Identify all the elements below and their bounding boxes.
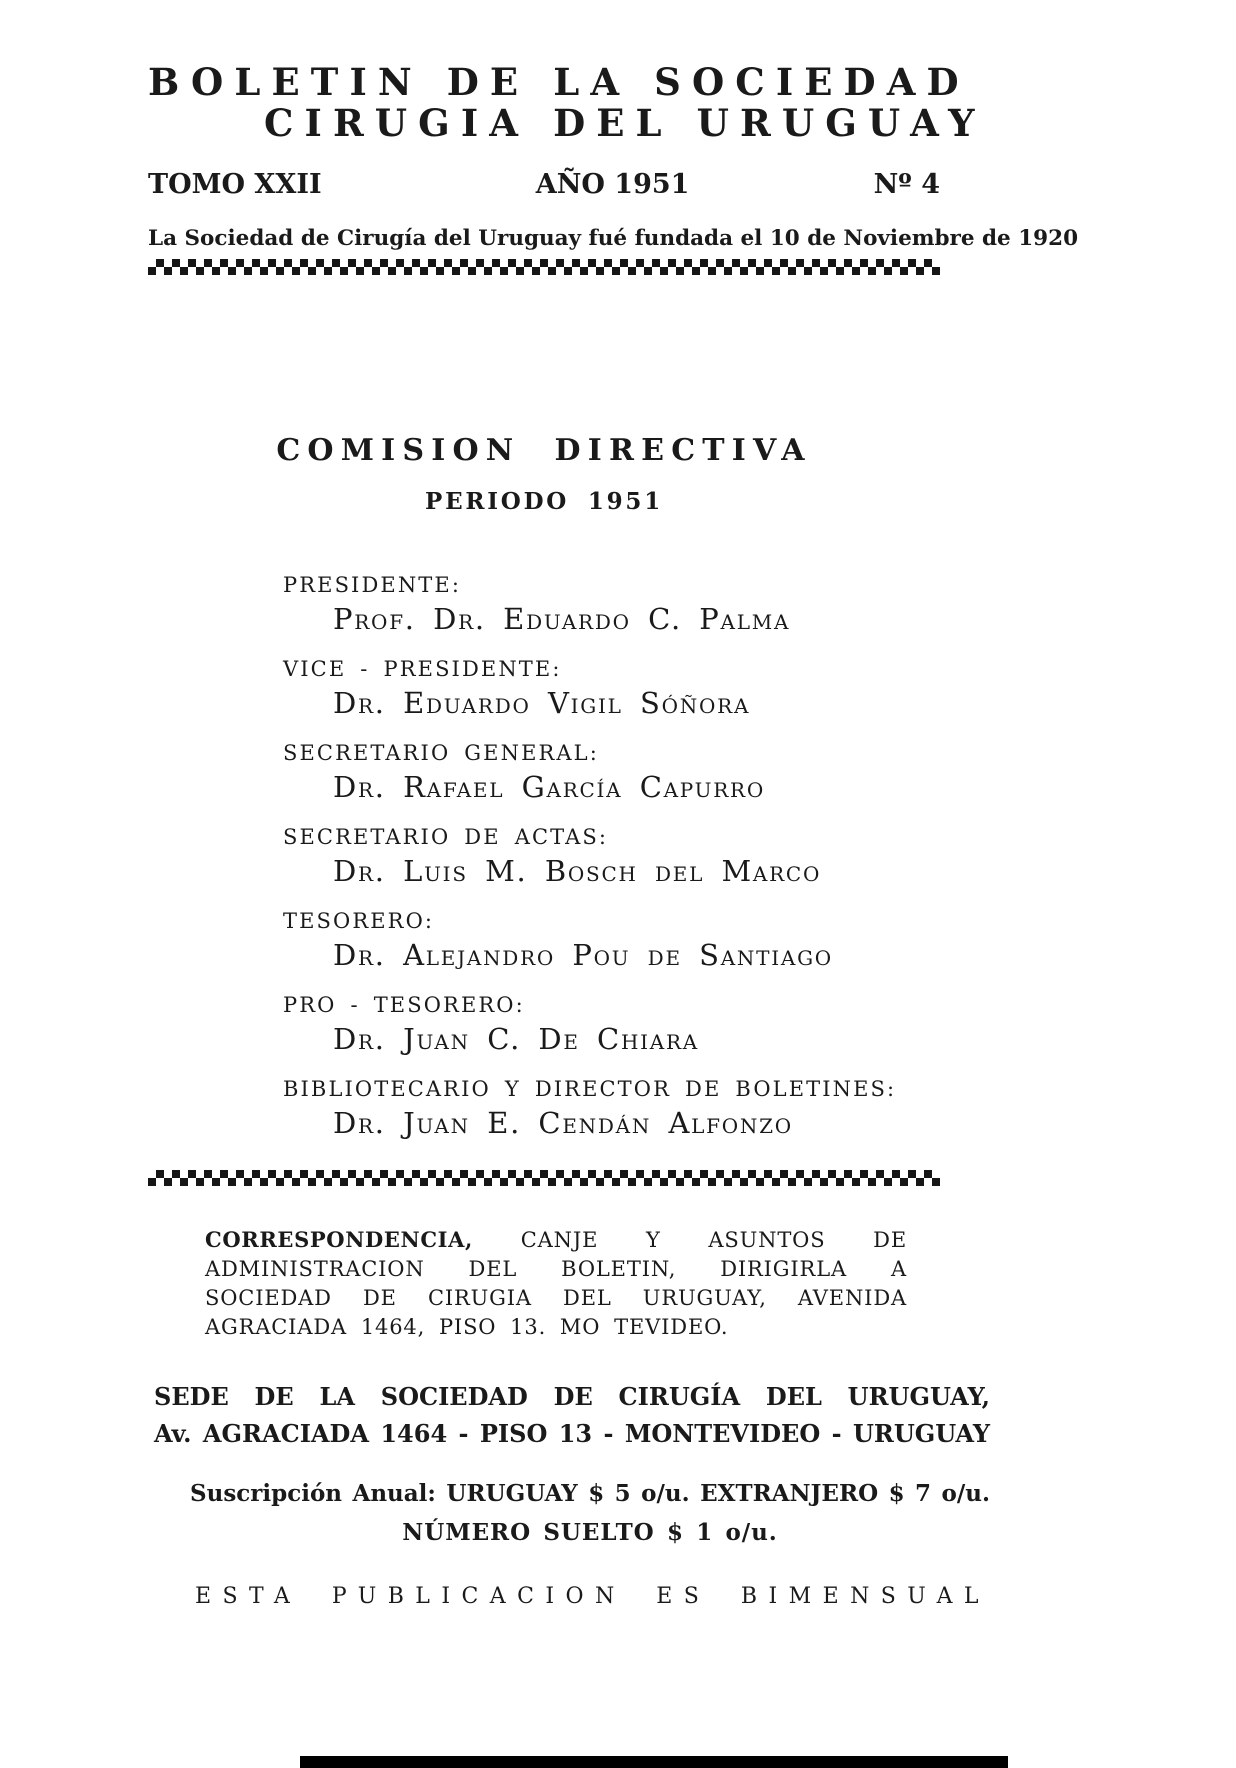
subscription-lead: Suscripción Anual: (190, 1480, 436, 1508)
officer-bibliotecario (283, 1077, 940, 1140)
officer-vice-president (283, 657, 940, 720)
issue-number-label: Nº 4 (873, 168, 940, 200)
subscription-info (190, 1480, 990, 1546)
officer-name: Dr. Luis M. Bosch del Marco (333, 853, 822, 888)
officer-pro-tesorero (283, 993, 940, 1056)
sede-line2: Av. AGRACIADA 1464 - PISO 13 - MONTEVIDEO - URUGUAY (154, 1418, 990, 1448)
checkered-divider-top (148, 259, 940, 275)
officer-name: Dr. Rafael García Capurro (333, 769, 765, 804)
year-label: AÑO 1951 (535, 168, 690, 200)
officer-role: SECRETARIO GENERAL: (283, 740, 599, 765)
founding-note: La Sociedad de Cirugía del Uruguay fué fundada el 10 de Noviembre de 1920 (148, 225, 1079, 251)
checkered-divider-bottom (148, 1170, 940, 1186)
administrative-footer (148, 1170, 990, 1610)
officer-name: Dr. Alejandro Pou de Santiago (333, 937, 833, 972)
sede-line1: SEDE DE LA SOCIEDAD DE CIRUGÍA DEL URUGUAY, (154, 1381, 990, 1411)
officer-name: Dr. Juan C. De Chiara (333, 1021, 699, 1056)
subscription-line1 (190, 1480, 990, 1507)
tomo-label: TOMO XXII (148, 168, 322, 200)
sede-address (154, 1378, 990, 1452)
frequency-note: ESTA PUBLICACION ES BIMENSUAL (195, 1584, 990, 1610)
comision-directiva-section (148, 433, 940, 1140)
correspondence-rest: CANJE Y ASUNTOS DE ADMINISTRACION DEL BOLETIN, DIRIGIRLA A SOCIEDAD DE CIRUGIA DEL URUGUAY, AVENIDA AGRACIADA 1464, PISO 13. MO TEVIDEO. (205, 1227, 907, 1339)
officer-secretario-actas (283, 825, 940, 888)
journal-title-line1: BOLETIN DE LA SOCIEDAD (148, 60, 970, 104)
page-content (148, 60, 1079, 1610)
scan-artifact-bar (300, 1756, 1008, 1768)
officer-role: BIBLIOTECARIO Y DIRECTOR DE BOLETINES: (283, 1076, 897, 1101)
officer-role: PRO - TESORERO: (283, 992, 525, 1017)
officer-tesorero (283, 909, 940, 972)
issue-info-row (148, 169, 940, 200)
officer-role: SECRETARIO DE ACTAS: (283, 824, 609, 849)
officer-name: Dr. Juan E. Cendán Alfonzo (333, 1105, 793, 1140)
subscription-rest: URUGUAY $ 5 o/u. EXTRANJERO $ 7 o/u. (435, 1480, 990, 1508)
officer-name: Prof. Dr. Eduardo C. Palma (333, 601, 791, 636)
correspondence-note (205, 1226, 907, 1342)
section-subheading: PERIODO 1951 (425, 487, 663, 515)
officers-list (283, 573, 940, 1140)
officer-president (283, 573, 940, 636)
officer-secretario-general (283, 741, 940, 804)
section-heading: COMISION DIRECTIVA (276, 432, 812, 468)
masthead (148, 60, 1079, 275)
journal-title-line2: CIRUGIA DEL URUGUAY (264, 101, 986, 146)
correspondence-lead: CORRESPONDENCIA, (205, 1226, 473, 1252)
subscription-line2: NÚMERO SUELTO $ 1 o/u. (402, 1519, 778, 1547)
officer-name: Dr. Eduardo Vigil Sóñora (333, 685, 751, 720)
officer-role: PRESIDENTE: (283, 572, 462, 597)
officer-role: VICE - PRESIDENTE: (283, 656, 562, 681)
officer-role: TESORERO: (283, 908, 435, 933)
